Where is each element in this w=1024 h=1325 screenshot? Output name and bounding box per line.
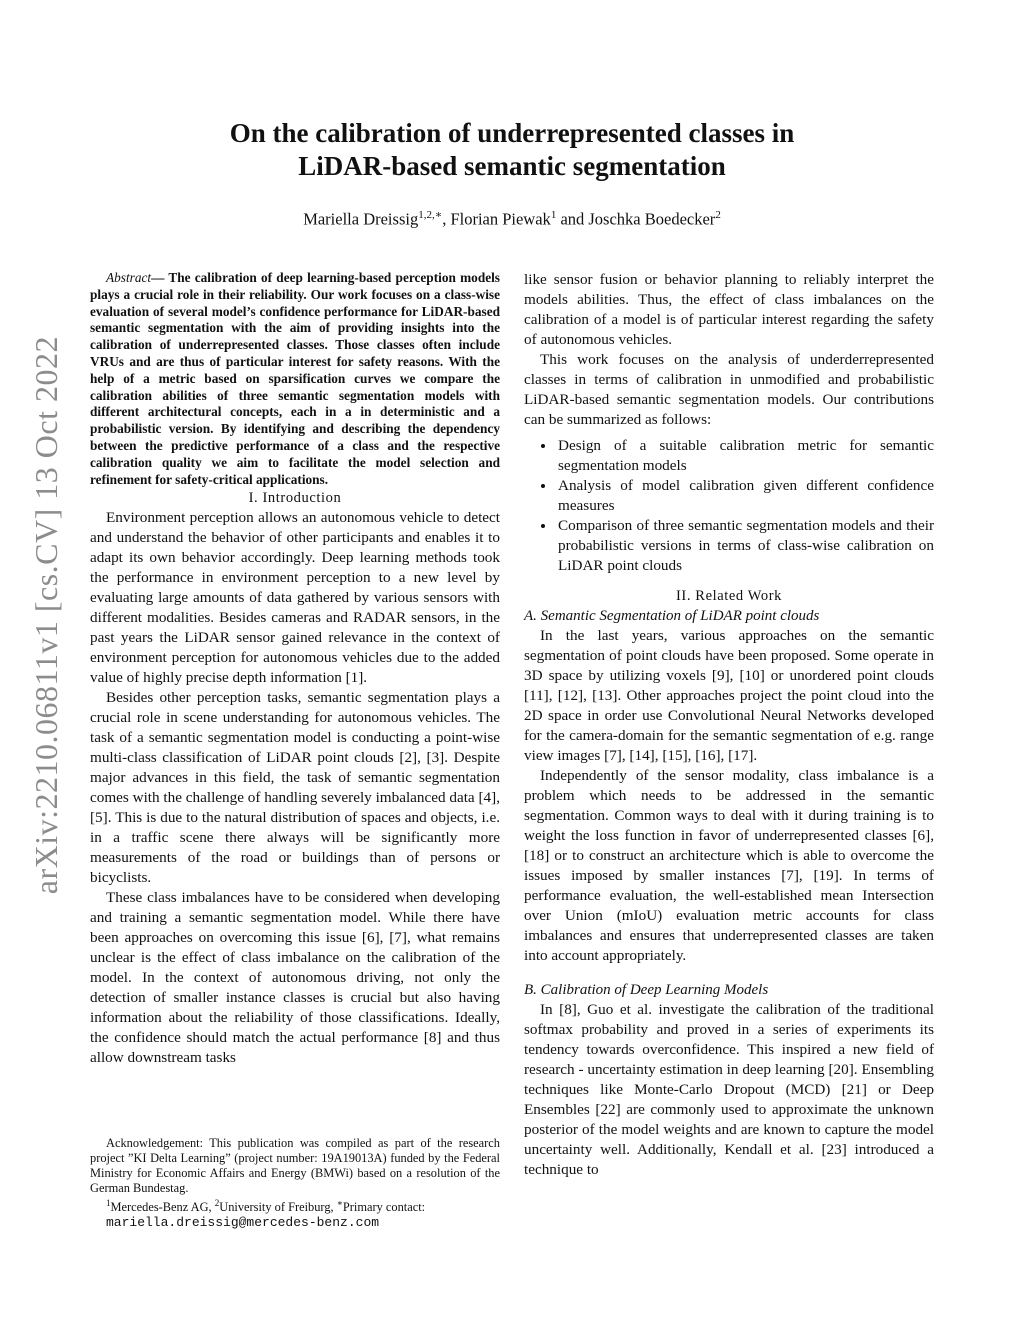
- footnotes: [90, 1136, 500, 1230]
- contact-email-link[interactable]: mariella.dreissig@mercedes-benz.com: [106, 1215, 380, 1231]
- related-work-paragraph: Independently of the sensor modality, class imbalance is a problem which needs to be addressed in the semantic segmentation. Common ways to deal with it during training is to weight the loss function in favor of underrepresented classes [6], [18] or to construct an architecture which is able to overcome the issues imposed by smaller instances [7], [19]. In terms of performance evaluation, the well-established mean Intersection over Union (mIoU) evaluation metric accounts for class imbalances and ensures that underrepresented classes are taken into account appropriately.: [524, 767, 934, 964]
- author-1: Mariella Dreissig: [303, 209, 419, 229]
- acknowledgement-footnote: Acknowledgement: This publication was compiled as part of the research project ”KI Delta Learning” (project number: 19A19013A) funded by the Federal Ministry for Economic Affairs and Energy (BMWi) based on a resolution of the German Bundestag.: [90, 1136, 500, 1195]
- author-list: [100, 208, 924, 230]
- subsection-heading-lidar-segmentation: A. Semantic Segmentation of LiDAR point clouds: [524, 608, 820, 624]
- affiliation-footnote: [90, 1196, 500, 1215]
- contributions-list: [524, 436, 934, 576]
- author-3-affil: 2: [715, 209, 721, 221]
- paper-title: [100, 117, 924, 183]
- affil-marker-1: 1: [106, 1198, 111, 1208]
- affil-marker-2: 2: [214, 1198, 220, 1208]
- title-line-1: On the calibration of underrepresented classes in: [229, 118, 795, 148]
- list-item: • Comparison of three semantic segmentation models and their probabilistic versions in terms of class-wise calibration on LiDAR point clouds: [556, 516, 934, 576]
- intro-paragraph: These class imbalances have to be considered when developing and training a semantic segmentation model. While there have been approaches on overcoming this issue [6], [7], what remains unclear is the effect of class imbalance on the calibration of the model. In the context of autonomous driving, not only the detection of smaller instance classes is crucial but also having information about the reliability of those classifications. Ideally, the confidence should match the actual performance [8] and thus allow downstream tasks: [90, 889, 500, 1067]
- primary-contact-marker: ∗: [336, 1198, 343, 1208]
- author-separator: ,: [442, 209, 451, 229]
- arxiv-stamp-text: arXiv:2210.06811v1 [cs.CV] 13 Oct 2022: [27, 335, 64, 895]
- left-column: [90, 270, 500, 1068]
- section-heading-related-work: II. Related Work: [675, 588, 782, 604]
- related-work-paragraph: In the last years, various approaches on the semantic segmentation of point clouds have been proposed. Some operate in 3D space by utilizing voxels [9], [10] or unordered point clouds [11], [12], [13]. Other approaches project the point cloud into the 2D space in order use Convolutional Neural Networks developed for the camera-domain for the semantic segmentation of e.g. range view images [7], [14], [15], [16], [17].: [524, 627, 934, 764]
- abstract-dash: —: [151, 270, 169, 285]
- title-line-2: LiDAR-based semantic segmentation: [298, 151, 726, 181]
- work-focus-paragraph: This work focuses on the analysis of underderrepresented classes in terms of calibration in unmodified and probabilistic LiDAR-based semantic segmentation models. Our contributions can be summarized as follows:: [524, 351, 934, 428]
- right-column: [524, 270, 934, 1180]
- affiliation-1: Mercedes-Benz AG,: [110, 1200, 215, 1215]
- abstract-text: The calibration of deep learning-based perception models plays a crucial role in their reliability. Our work focuses on a class-wise evaluation of several model’s confidence performance for LiDAR-based semantic segmentation with the aim of providing insights into the calibration of underrepresented classes. Those classes often include VRUs and are thus of particular interest for safety reasons. With the help of a metric based on sparsification curves we compare the calibration abilities of three semantic segmentation models with different architectural concepts, each in a in deterministic and a probabilistic version. By identifying and describing the dependency between the predictive performance of a class and the respective calibration quality we aim to facilitate the model selection and refinement for safety-critical applications.: [90, 270, 500, 487]
- list-item: • Analysis of model calibration given different confidence measures: [556, 476, 934, 516]
- author-1-affil: 1,2,∗: [418, 209, 443, 221]
- abstract-label: Abstract: [106, 270, 152, 285]
- intro-paragraph: Besides other perception tasks, semantic segmentation plays a crucial role in scene understanding for autonomous vehicles. The task of a semantic segmentation model is conducting a point-wise multi-class classification of LiDAR point clouds [2], [3]. Despite major advances in this field, the task of semantic segmentation comes with the challenge of handling severely imbalanced data [4], [5]. This is due to the natural distribution of spaces and objects, i.e. in a traffic scene there always will be significantly more measurements of the road or buildings than of persons or bicyclists.: [90, 689, 500, 887]
- primary-contact-label: Primary contact:: [342, 1200, 426, 1215]
- affiliation-2: University of Freiburg,: [219, 1200, 337, 1215]
- email-line: [90, 1215, 500, 1230]
- section-heading-introduction: I. Introduction: [248, 490, 342, 507]
- calibration-paragraph: In [8], Guo et al. investigate the calibration of the traditional softmax probability and proved in a series of experiments its tendency towards overconfidence. This inspired a new field of research - uncertainty estimation in deep learning [20]. Ensembling techniques like Monte-Carlo Dropout (MCD) [21] or Deep Ensembles [22] are commonly used to approximate the unknown posterior of the model weights and are known to capture the model uncertainty well. Additionally, Kendall et al. [23] introduced a technique to: [524, 1001, 934, 1178]
- intro-continuation: like sensor fusion or behavior planning to reliably interpret the models abilities. Thus, the effect of class imbalances on the calibration of a model is of particular interest regarding the safety of autonomous vehicles.: [524, 271, 934, 348]
- author-2-affil: 1: [550, 209, 557, 221]
- subsection-heading-calibration: B. Calibration of Deep Learning Models: [524, 982, 769, 998]
- list-item: • Design of a suitable calibration metric for semantic segmentation models: [556, 436, 934, 476]
- intro-paragraph: Environment perception allows an autonomous vehicle to detect and understand the behavior of other participants and enables it to adapt its own behavior accordingly. Deep learning methods took the performance in environment perception to a new level by evaluating large amounts of data gathered by various sensors with different modalities. Besides cameras and RADAR sensors, in the past years the LiDAR sensor gained relevance in the context of environment perception for autonomous vehicles due to the added value of highly precise depth information [1].: [90, 509, 500, 687]
- author-separator: and: [556, 209, 589, 229]
- abstract: [90, 270, 500, 488]
- author-2: Florian Piewak: [450, 209, 551, 229]
- author-3: Joschka Boedecker: [588, 209, 716, 229]
- arxiv-stamp: [14, 320, 78, 910]
